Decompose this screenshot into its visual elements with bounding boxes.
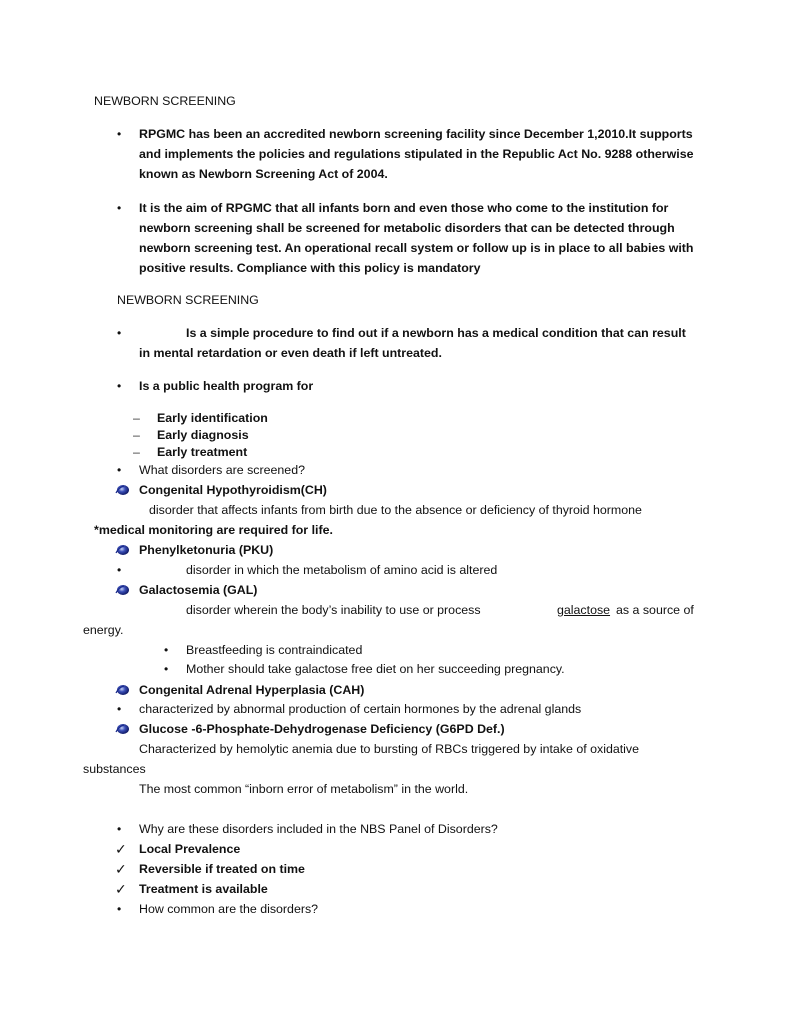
dash-icon: – — [133, 428, 140, 442]
section-heading: NEWBORN SCREENING — [117, 293, 259, 307]
goal-item: Early treatment — [157, 445, 248, 459]
orb-bullet-icon — [115, 544, 131, 556]
checkmark-icon: ✓ — [115, 881, 127, 897]
orb-bullet-icon — [115, 484, 131, 496]
disorder-ch-desc: disorder that affects infants from birth due to the absence or deficiency of thyroid hormone — [149, 503, 642, 517]
page-title: NEWBORN SCREENING — [94, 94, 236, 108]
panel-reason: Treatment is available — [139, 882, 268, 896]
disorder-gal-desc-end: as a source of — [616, 603, 694, 617]
disorder-g6pd-note: The most common “inborn error of metabolism” in the world. — [139, 782, 469, 796]
disorder-gal-desc: disorder wherein the body’s inability to use or process — [186, 603, 481, 617]
disorder-pku-name: Phenylketonuria (PKU) — [139, 543, 274, 557]
checkmark-icon: ✓ — [115, 841, 127, 857]
bullet-icon: • — [117, 326, 122, 340]
disorder-g6pd-name: Glucose -6-Phosphate-Dehydrogenase Deficiency (G6PD Def.) — [139, 722, 505, 736]
question-disorders: What disorders are screened? — [139, 463, 305, 477]
panel-reason: Local Prevalence — [139, 842, 241, 856]
bullet-icon: • — [164, 662, 169, 676]
orb-bullet-icon — [115, 584, 131, 596]
bullet-icon: • — [117, 201, 122, 215]
goal-item: Early diagnosis — [157, 428, 249, 442]
dash-icon: – — [133, 411, 140, 425]
disorder-ch-note: *medical monitoring are required for life. — [94, 523, 333, 537]
program-text: Is a public health program for — [139, 379, 314, 393]
intro-p1-line1: RPGMC has been an accredited newborn screening facility since December 1,2010.It supports — [139, 127, 693, 141]
disorder-pku-desc: disorder in which the metabolism of amino acid is altered — [186, 563, 498, 577]
disorder-cah-name: Congenital Adrenal Hyperplasia (CAH) — [139, 683, 365, 697]
disorder-g6pd-desc: Characterized by hemolytic anemia due to bursting of RBCs triggered by intake of oxidative — [139, 742, 640, 756]
definition-line1: Is a simple procedure to find out if a newborn has a medical condition that can result — [186, 326, 686, 340]
intro-p2-line1: It is the aim of RPGMC that all infants born and even those who come to the institution for — [139, 201, 669, 215]
disorder-cah-desc: characterized by abnormal production of certain hormones by the adrenal glands — [139, 702, 582, 716]
disorder-gal-desc-wrap: energy. — [83, 623, 124, 637]
bullet-icon: • — [117, 379, 122, 393]
intro-p1-line2: and implements the policies and regulations stipulated in the Republic Act No. 9288 otherwise — [139, 147, 694, 161]
dash-icon: – — [133, 445, 140, 459]
panel-question-2: How common are the disorders? — [139, 902, 319, 916]
galactose-term: galactose — [557, 603, 611, 617]
panel-question: Why are these disorders included in the NBS Panel of Disorders? — [139, 822, 498, 836]
bullet-icon: • — [117, 127, 122, 141]
panel-reason: Reversible if treated on time — [139, 862, 305, 876]
bullet-icon: • — [117, 902, 122, 916]
definition-line2: in mental retardation or even death if left untreated. — [139, 346, 442, 360]
bullet-icon: • — [117, 463, 122, 477]
bullet-icon: • — [117, 822, 122, 836]
bullet-icon: • — [117, 563, 122, 577]
disorder-gal-name: Galactosemia (GAL) — [139, 583, 258, 597]
gal-note: Breastfeeding is contraindicated — [186, 643, 363, 657]
checkmark-icon: ✓ — [115, 861, 127, 877]
intro-p2-line2: newborn screening shall be screened for metabolic disorders that can be detected through — [139, 221, 675, 235]
bullet-icon: • — [117, 702, 122, 716]
intro-p1-line3: known as Newborn Screening Act of 2004. — [139, 167, 388, 181]
orb-bullet-icon — [115, 684, 131, 696]
gal-note: Mother should take galactose free diet on her succeeding pregnancy. — [186, 662, 565, 676]
intro-p2-line3: newborn screening test. An operational recall system or follow up is in place to all babies with — [139, 241, 694, 255]
intro-p2-line4: positive results. Compliance with this policy is mandatory — [139, 261, 481, 275]
orb-bullet-icon — [115, 723, 131, 735]
disorder-g6pd-desc-wrap: substances — [83, 762, 146, 776]
disorder-ch-name: Congenital Hypothyroidism(CH) — [139, 483, 327, 497]
bullet-icon: • — [164, 643, 169, 657]
goal-item: Early identification — [157, 411, 268, 425]
